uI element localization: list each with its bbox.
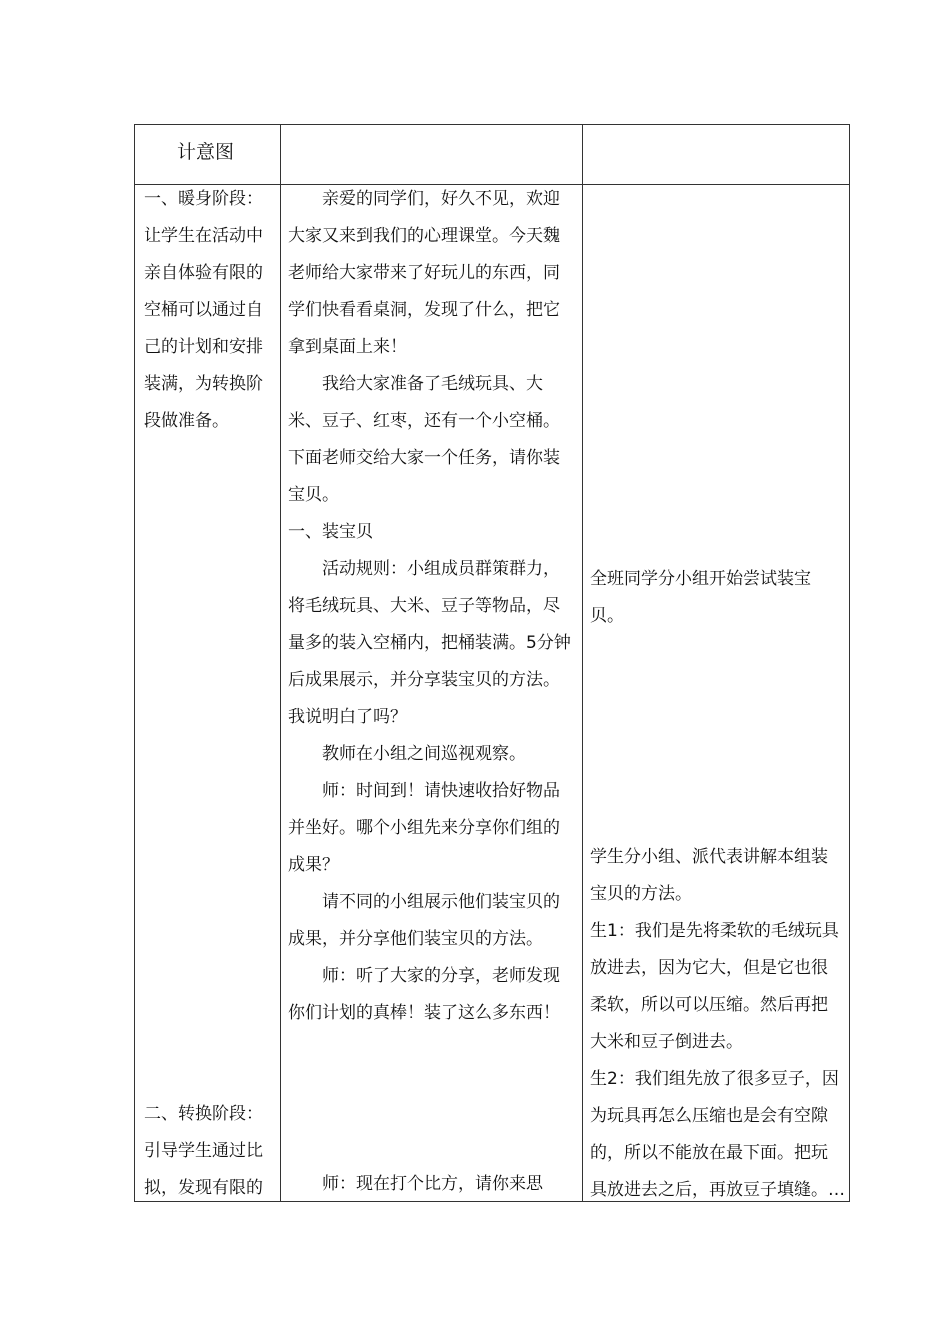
text-line: 放进去，因为它大，但是它也很 (590, 958, 828, 978)
text-line: 后成果展示，并分享装宝贝的方法。 (288, 670, 560, 690)
text-line: 装满，为转换阶 (144, 374, 263, 394)
text-line: 为玩具再怎么压缩也是会有空隙 (590, 1106, 828, 1126)
text-line: 全班同学分小组开始尝试装宝 (590, 569, 811, 589)
text-line: 一、暖身阶段： (144, 189, 263, 209)
text-line: 教师在小组之间巡视观察。 (288, 744, 526, 764)
text-line: 空桶可以通过自 (144, 300, 263, 320)
text-line: 大家又来到我们的心理课堂。今天魏 (288, 226, 560, 246)
column-divider (280, 125, 281, 1201)
lesson-plan-table (134, 124, 850, 1202)
text-line: 我给大家准备了毛绒玩具、大 (288, 374, 543, 394)
text-line: 亲爱的同学们，好久不见，欢迎 (288, 189, 560, 209)
text-line: 的，所以不能放在最下面。把玩 (590, 1143, 828, 1163)
text-line: 学们快看看桌洞，发现了什么，把它 (288, 300, 560, 320)
text-line: 米、豆子、红枣，还有一个小空桶。 (288, 411, 560, 431)
text-line: 生2：我们组先放了很多豆子，因 (590, 1069, 839, 1089)
text-line: 段做准备。 (144, 411, 229, 431)
text-line: 师：听了大家的分享，老师发现 (288, 966, 560, 986)
column-divider (582, 125, 583, 1201)
text-line: 己的计划和安排 (144, 337, 263, 357)
text-line: 亲自体验有限的 (144, 263, 263, 283)
text-line: 贝。 (590, 606, 624, 626)
text-line: 师：现在打个比方，请你来思 (288, 1174, 543, 1194)
text-line: 我说明白了吗？ (288, 707, 407, 727)
text-line: 将毛绒玩具、大米、豆子等物品，尽 (288, 596, 560, 616)
text-line: 大米和豆子倒进去。 (590, 1032, 743, 1052)
text-line: 量多的装入空桶内，把桶装满。5分钟 (288, 633, 571, 653)
text-line: 下面老师交给大家一个任务，请你装 (288, 448, 560, 468)
text-line: 请不同的小组展示他们装宝贝的 (288, 892, 560, 912)
text-line: 你们计划的真棒！装了这么多东西！ (288, 1003, 560, 1023)
text-line: 宝贝。 (288, 485, 339, 505)
text-line: 柔软，所以可以压缩。然后再把 (590, 995, 828, 1015)
text-line: 拿到桌面上来！ (288, 337, 407, 357)
text-line: 一、装宝贝 (288, 522, 373, 542)
text-line: 师：时间到！请快速收拾好物品 (288, 781, 560, 801)
text-line: 并坐好。哪个小组先来分享你们组的 (288, 818, 560, 838)
text-line: 引导学生通过比 (144, 1141, 263, 1161)
text-line: 学生分小组、派代表讲解本组装 (590, 847, 828, 867)
text-line: 成果，并分享他们装宝贝的方法。 (288, 929, 543, 949)
text-line: 成果？ (288, 855, 339, 875)
text-line: 生1：我们是先将柔软的毛绒玩具 (590, 921, 839, 941)
text-line: 具放进去之后，再放豆子填缝。… (590, 1180, 845, 1200)
text-line: 二、转换阶段： (144, 1104, 263, 1124)
text-line: 活动规则：小组成员群策群力， (288, 559, 560, 579)
text-line: 让学生在活动中 (144, 226, 263, 246)
text-line: 拟，发现有限的 (144, 1178, 263, 1198)
text-line: 老师给大家带来了好玩儿的东西，同 (288, 263, 560, 283)
header-col1-title: 计意图 (177, 141, 235, 163)
text-line: 宝贝的方法。 (590, 884, 692, 904)
